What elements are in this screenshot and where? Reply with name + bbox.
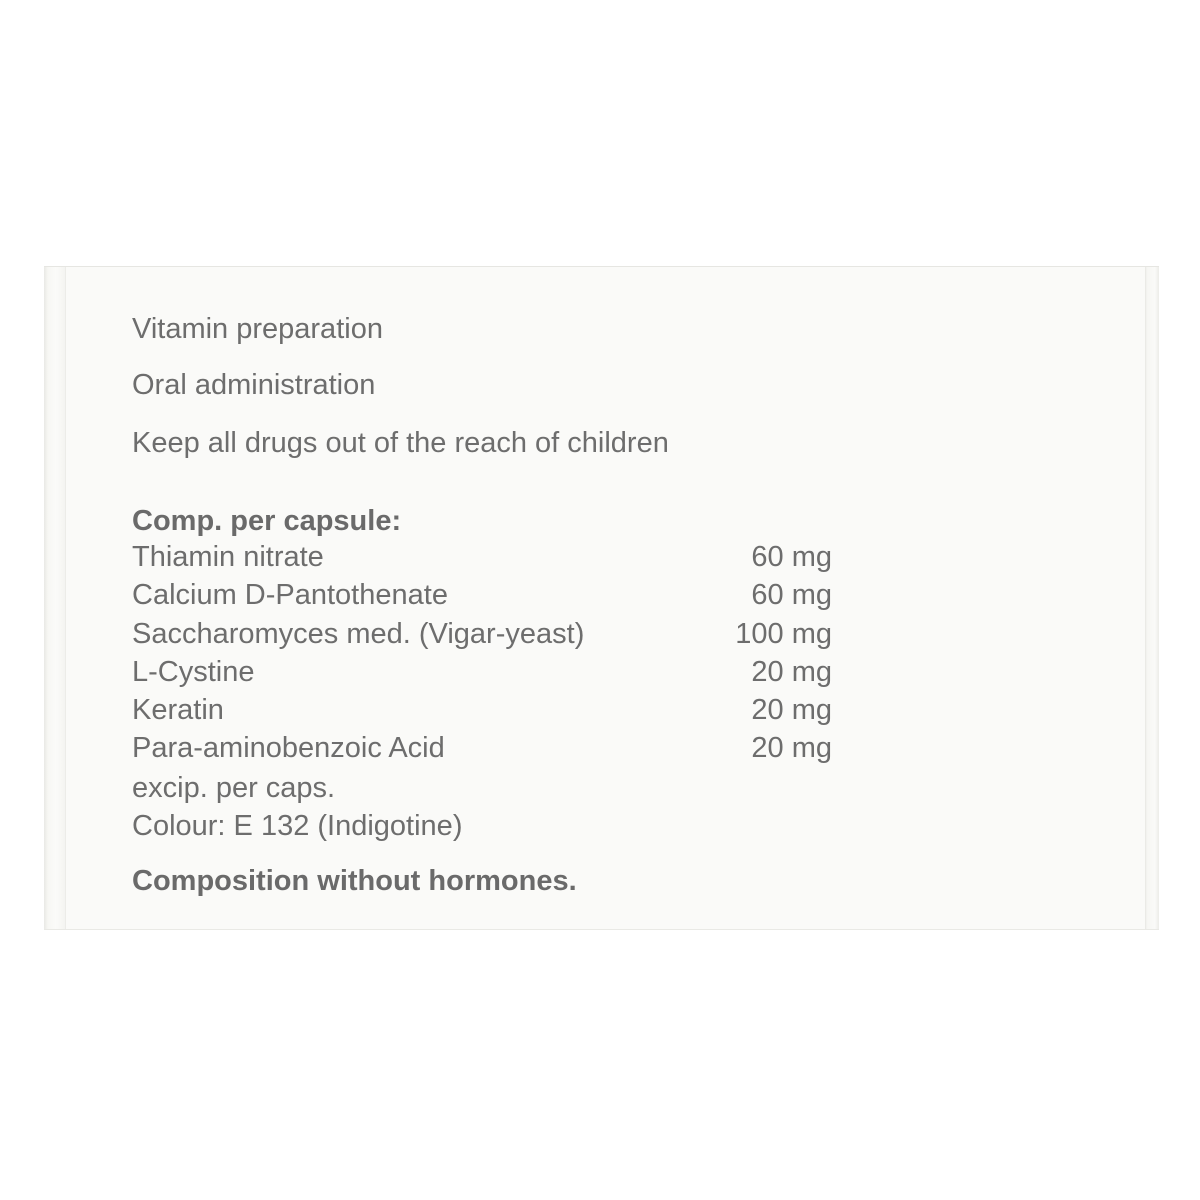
excipient-line: excip. per caps. <box>132 772 336 804</box>
ingredient-amount: 20 mg <box>751 732 832 764</box>
ingredient-amount: 20 mg <box>751 694 832 726</box>
colour-line: Colour: E 132 (Indigotine) <box>132 810 463 842</box>
product-type-line: Vitamin preparation <box>132 313 383 345</box>
ingredient-row <box>132 654 832 690</box>
ingredient-name: Keratin <box>132 694 224 726</box>
ingredient-name: Calcium D-Pantothenate <box>132 579 448 611</box>
safety-warning-line: Keep all drugs out of the reach of children <box>132 427 669 459</box>
left-fold-edge <box>44 267 66 929</box>
ingredient-name: Thiamin nitrate <box>132 541 324 573</box>
ingredient-name: Para-aminobenzoic Acid <box>132 732 445 764</box>
ingredient-amount: 60 mg <box>751 579 832 611</box>
ingredient-row <box>132 730 832 766</box>
ingredient-name: L-Cystine <box>132 656 255 688</box>
ingredient-row <box>132 692 832 728</box>
administration-line: Oral administration <box>132 369 376 401</box>
ingredient-amount: 100 mg <box>735 618 832 650</box>
ingredient-row <box>132 539 832 575</box>
hormone-free-note: Composition without hormones. <box>132 865 577 897</box>
package-back-panel <box>44 266 1159 930</box>
ingredient-amount: 60 mg <box>751 541 832 573</box>
ingredient-amount: 20 mg <box>751 656 832 688</box>
right-fold-edge <box>1145 267 1159 929</box>
composition-heading: Comp. per capsule: <box>132 505 402 537</box>
ingredient-name: Saccharomyces med. (Vigar-yeast) <box>132 618 585 650</box>
ingredient-row <box>132 616 832 652</box>
ingredient-row <box>132 577 832 613</box>
